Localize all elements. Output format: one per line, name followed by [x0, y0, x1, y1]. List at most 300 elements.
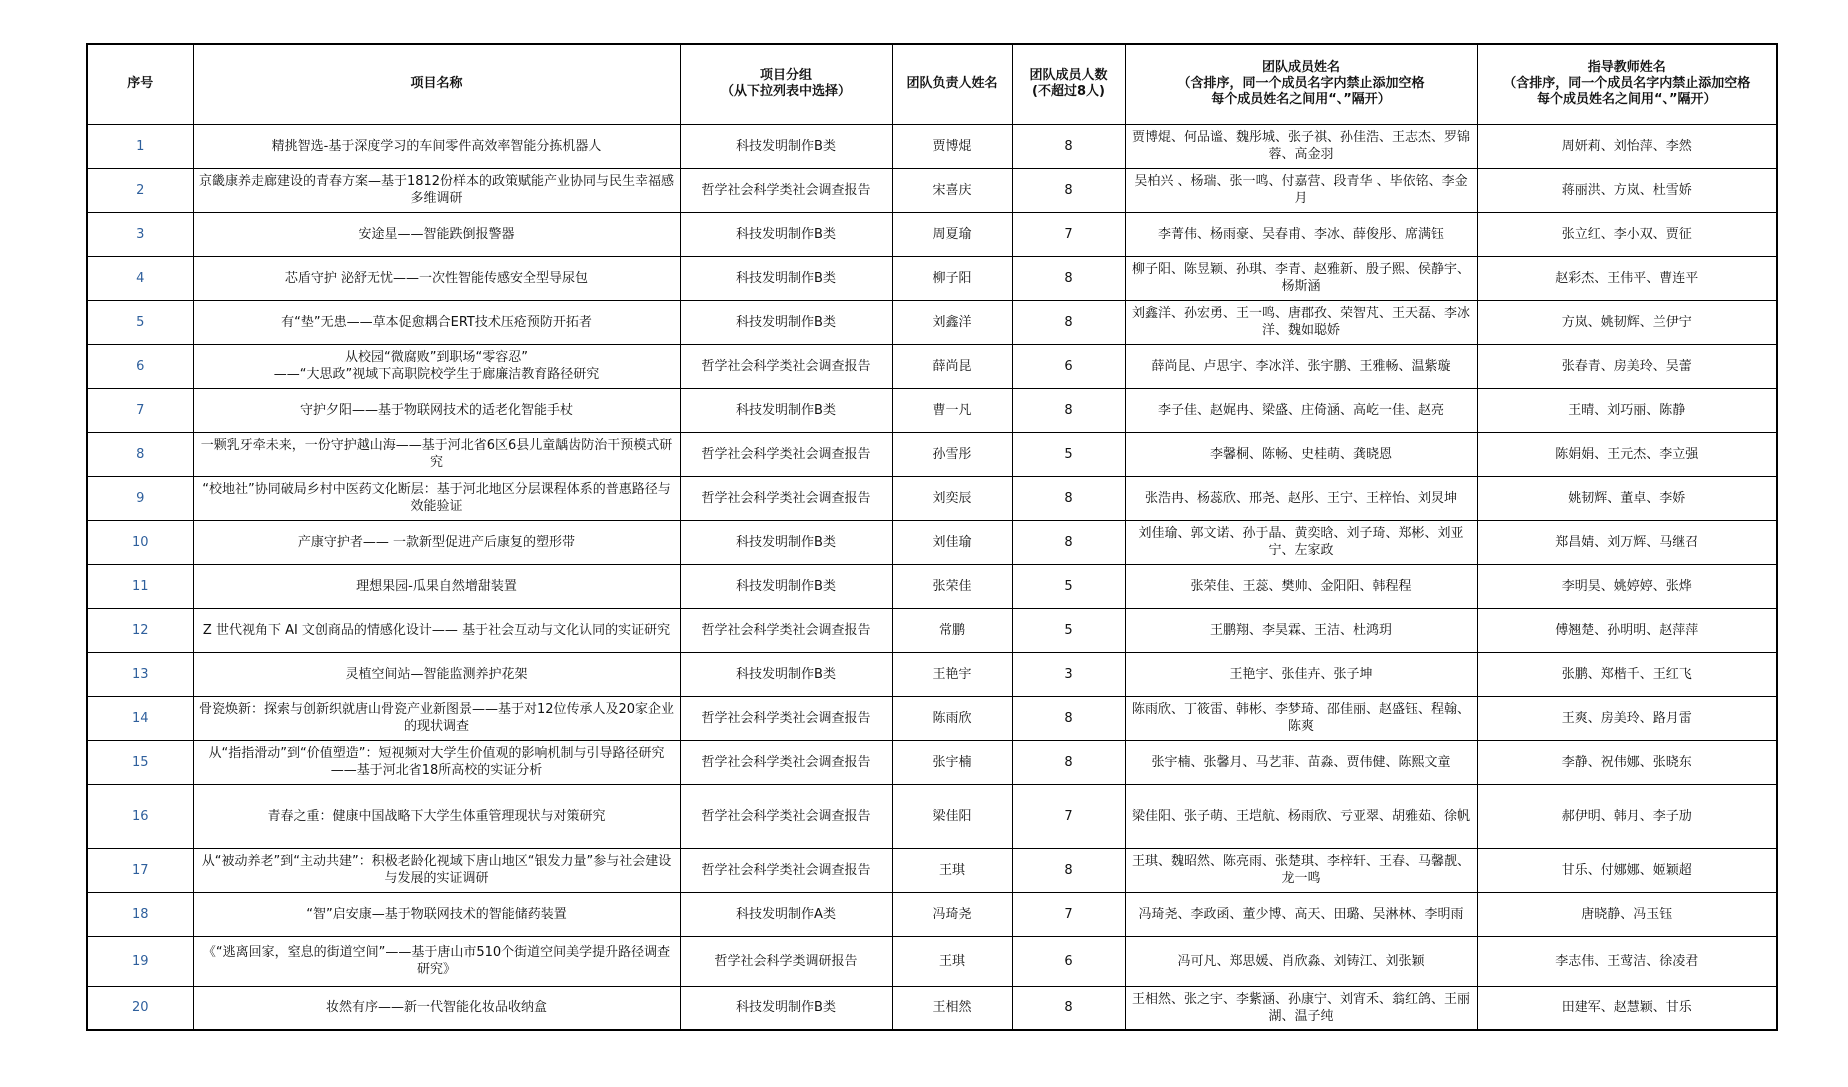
cell-teachers-text: 方岚、姚韧辉、兰伊宁	[1561, 314, 1692, 330]
table-row	[87, 168, 1777, 212]
cell-project-group-text: 科技发明制作B类	[736, 1000, 836, 1016]
cell-member-count	[1012, 124, 1125, 168]
cell-leader	[892, 608, 1012, 652]
cell-teachers-text: 李志伟、王莺洁、徐凌君	[1555, 953, 1699, 969]
cell-project-name	[193, 784, 680, 848]
table-row	[87, 608, 1777, 652]
cell-project-name-text: “校地社”协同破局乡村中医药文化断层：基于河北地区分层课程体系的普惠路径与效能验证	[202, 482, 671, 514]
cell-project-name	[193, 476, 680, 520]
cell-project-group-text: 哲学社会科学类社会调查报告	[701, 446, 871, 462]
cell-members	[1125, 892, 1477, 936]
cell-leader	[892, 476, 1012, 520]
cell-seq	[87, 388, 193, 432]
cell-teachers	[1477, 784, 1777, 848]
cell-seq-text: 15	[131, 754, 149, 770]
cell-teachers	[1477, 344, 1777, 388]
cell-project-group-text: 科技发明制作B类	[736, 534, 836, 550]
cell-seq	[87, 432, 193, 476]
cell-member-count	[1012, 892, 1125, 936]
cell-members	[1125, 608, 1477, 652]
table-row	[87, 652, 1777, 696]
cell-leader-text: 梁佳阳	[932, 808, 972, 824]
cell-member-count	[1012, 432, 1125, 476]
cell-project-group	[680, 696, 892, 740]
cell-teachers-text: 李明昊、姚婷婷、张烨	[1561, 578, 1692, 594]
cell-project-group	[680, 256, 892, 300]
cell-members-text: 李菁伟、杨雨豪、吴春甫、李冰、薛俊彤、席满钰	[1157, 226, 1444, 242]
cell-member-count	[1012, 696, 1125, 740]
cell-project-group-text: 哲学社会科学类社会调查报告	[701, 808, 871, 824]
cell-members-text: 梁佳阳、张子萌、王垲航、杨雨欣、亏亚翠、胡雅茹、徐帆	[1131, 808, 1470, 824]
cell-project-group-text: 科技发明制作A类	[736, 906, 836, 922]
cell-teachers	[1477, 168, 1777, 212]
cell-member-count-text: 3	[1064, 666, 1073, 682]
cell-project-name-text: 从“指指滑动”到“价值塑造”：短视频对大学生价值观的影响机制与引导路径研究——基于河北省18所高校的实证分析	[208, 746, 665, 778]
cell-seq	[87, 608, 193, 652]
cell-members	[1125, 212, 1477, 256]
cell-seq	[87, 344, 193, 388]
cell-teachers	[1477, 300, 1777, 344]
cell-project-name-text: Z 世代视角下 AI 文创商品的情感化设计—— 基于社会互动与文化认同的实证研究	[202, 622, 671, 638]
cell-members	[1125, 986, 1477, 1030]
cell-teachers-text: 唐晓静、冯玉钰	[1581, 906, 1673, 922]
cell-member-count	[1012, 564, 1125, 608]
cell-project-group	[680, 892, 892, 936]
table-body	[87, 124, 1777, 1030]
cell-project-group-text: 科技发明制作B类	[736, 226, 836, 242]
cell-project-group	[680, 740, 892, 784]
cell-project-group-text: 哲学社会科学类社会调查报告	[701, 754, 871, 770]
cell-project-name	[193, 388, 680, 432]
cell-leader	[892, 300, 1012, 344]
cell-members-text: 薛尚昆、卢思宇、李冰洋、张宇鹏、王雅畅、温紫璇	[1151, 358, 1451, 374]
cell-project-group	[680, 936, 892, 986]
table-row	[87, 300, 1777, 344]
cell-project-group	[680, 986, 892, 1030]
cell-member-count	[1012, 520, 1125, 564]
cell-project-name	[193, 300, 680, 344]
cell-teachers	[1477, 936, 1777, 986]
cell-seq-text: 18	[131, 906, 149, 922]
cell-seq-text: 5	[136, 314, 145, 330]
cell-project-name	[193, 344, 680, 388]
cell-leader-text: 薛尚昆	[932, 358, 972, 374]
cell-members	[1125, 256, 1477, 300]
cell-seq-text: 3	[136, 226, 145, 242]
cell-seq-text: 16	[131, 808, 149, 824]
cell-members-text: 柳子阳、陈昱颖、孙琪、李青、赵雅新、殷子熙、侯静宇、杨斯涵	[1131, 262, 1470, 294]
cell-teachers	[1477, 124, 1777, 168]
table-row	[87, 696, 1777, 740]
cell-leader	[892, 124, 1012, 168]
cell-project-name	[193, 848, 680, 892]
cell-member-count-text: 5	[1064, 446, 1073, 462]
cell-member-count	[1012, 212, 1125, 256]
cell-seq-text: 12	[131, 622, 149, 638]
cell-member-count	[1012, 784, 1125, 848]
cell-member-count-text: 8	[1064, 862, 1073, 878]
cell-member-count	[1012, 256, 1125, 300]
cell-teachers-text: 张春青、房美玲、吴蕾	[1561, 358, 1692, 374]
cell-members	[1125, 652, 1477, 696]
cell-teachers-text: 赵彩杰、王伟平、曹连平	[1555, 270, 1699, 286]
table-row	[87, 256, 1777, 300]
cell-member-count-text: 8	[1064, 1000, 1073, 1016]
cell-project-name-text: 芯盾守护 泌舒无忧——一次性智能传感安全型导尿包	[284, 270, 589, 286]
cell-project-name	[193, 256, 680, 300]
cell-project-name	[193, 986, 680, 1030]
cell-seq	[87, 740, 193, 784]
table-row	[87, 520, 1777, 564]
cell-leader-text: 宋喜庆	[932, 182, 972, 198]
cell-member-count-text: 8	[1064, 490, 1073, 506]
cell-teachers-text: 王晴、刘巧丽、陈静	[1568, 402, 1686, 418]
cell-member-count-text: 8	[1064, 270, 1073, 286]
cell-member-count-text: 8	[1064, 534, 1073, 550]
table-row	[87, 986, 1777, 1030]
cell-seq	[87, 652, 193, 696]
cell-members	[1125, 388, 1477, 432]
cell-member-count	[1012, 168, 1125, 212]
project-table	[86, 43, 1778, 1031]
cell-project-group-text: 科技发明制作B类	[736, 314, 836, 330]
cell-leader-text: 王琪	[938, 953, 965, 969]
cell-teachers	[1477, 608, 1777, 652]
cell-leader	[892, 520, 1012, 564]
cell-project-name-text: 青春之重：健康中国战略下大学生体重管理现状与对策研究	[267, 808, 606, 824]
cell-seq	[87, 892, 193, 936]
cell-teachers	[1477, 476, 1777, 520]
cell-project-name-text: 从校园“微腐败”到职场“零容忍” ——“大思政”视域下高职院校学生于廊廉洁教育路径研究	[273, 350, 600, 382]
cell-seq-text: 1	[136, 138, 145, 154]
header-teachers: 指导教师姓名 （含排序，同一个成员名字内禁止添加空格 每个成员姓名之间用“、”隔开）	[1477, 44, 1777, 124]
cell-member-count-text: 8	[1064, 182, 1073, 198]
cell-teachers-text: 王爽、房美玲、路月雷	[1561, 710, 1692, 726]
cell-members-text: 李子佳、赵娓冉、梁盛、庄倚涵、高屹一佳、赵亮	[1157, 402, 1444, 418]
cell-teachers-text: 陈娟娟、王元杰、李立强	[1555, 446, 1699, 462]
cell-teachers-text: 郝伊明、韩月、李子劢	[1561, 808, 1692, 824]
cell-project-group-text: 哲学社会科学类社会调查报告	[701, 710, 871, 726]
cell-members	[1125, 476, 1477, 520]
cell-project-group	[680, 300, 892, 344]
cell-member-count	[1012, 300, 1125, 344]
cell-teachers	[1477, 520, 1777, 564]
cell-members-text: 刘佳瑜、郭文诺、孙于晶、黄奕晗、刘子琦、郑彬、刘亚宁、左家政	[1138, 526, 1464, 558]
cell-members	[1125, 936, 1477, 986]
cell-member-count	[1012, 608, 1125, 652]
cell-project-group-text: 哲学社会科学类社会调查报告	[701, 490, 871, 506]
cell-seq	[87, 696, 193, 740]
cell-teachers-text: 甘乐、付娜娜、姬颖超	[1561, 862, 1692, 878]
cell-member-count-text: 7	[1064, 226, 1073, 242]
cell-leader-text: 张宇楠	[932, 754, 972, 770]
cell-leader-text: 柳子阳	[932, 270, 972, 286]
cell-members-text: 贾博焜、何品谧、魏彤城、张子祺、孙佳浩、王志杰、罗锦蓉、高金羽	[1131, 130, 1470, 162]
cell-seq-text: 20	[131, 1000, 149, 1016]
cell-project-name	[193, 124, 680, 168]
cell-seq	[87, 986, 193, 1030]
cell-members-text: 张浩冉、杨蕊欣、邢尧、赵彤、王宁、王梓怡、刘炅坤	[1144, 490, 1457, 506]
cell-seq	[87, 256, 193, 300]
cell-member-count	[1012, 476, 1125, 520]
cell-members	[1125, 124, 1477, 168]
cell-teachers	[1477, 696, 1777, 740]
cell-seq-text: 4	[136, 270, 145, 286]
cell-project-name-text: 《“逃离回家，窒息的街道空间”——基于唐山市510个街道空间美学提升路径调查研究》	[202, 945, 671, 977]
cell-member-count	[1012, 848, 1125, 892]
cell-leader-text: 刘奕辰	[932, 490, 972, 506]
cell-leader	[892, 696, 1012, 740]
cell-leader	[892, 936, 1012, 986]
cell-members	[1125, 520, 1477, 564]
cell-leader	[892, 652, 1012, 696]
cell-members-text: 陈雨欣、丁筱雷、韩彬、李梦琦、邵佳丽、赵盛钰、程翰、陈爽	[1131, 702, 1470, 734]
cell-project-group	[680, 344, 892, 388]
cell-member-count-text: 8	[1064, 710, 1073, 726]
cell-seq	[87, 300, 193, 344]
header-project-group: 项目分组 （从下拉列表中选择）	[680, 44, 892, 124]
cell-members	[1125, 300, 1477, 344]
cell-seq-text: 2	[136, 182, 145, 198]
cell-project-name-text: 守护夕阳——基于物联网技术的适老化智能手杖	[299, 402, 573, 418]
cell-seq	[87, 848, 193, 892]
table-row	[87, 740, 1777, 784]
cell-project-name-text: 一颗乳牙牵未来，一份守护越山海——基于河北省6区6县儿童龋齿防治干预模式研究	[200, 438, 673, 470]
cell-leader-text: 刘鑫洋	[932, 314, 972, 330]
cell-project-group-text: 科技发明制作B类	[736, 666, 836, 682]
table-row	[87, 848, 1777, 892]
cell-members-text: 冯可凡、郑思媛、肖欣淼、刘铸江、刘张颖	[1177, 953, 1425, 969]
cell-seq-text: 14	[131, 710, 149, 726]
header-leader: 团队负责人姓名	[892, 44, 1012, 124]
cell-seq-text: 11	[131, 578, 149, 594]
cell-teachers	[1477, 986, 1777, 1030]
cell-members	[1125, 344, 1477, 388]
cell-leader	[892, 212, 1012, 256]
table-row	[87, 124, 1777, 168]
cell-member-count	[1012, 740, 1125, 784]
table-row	[87, 476, 1777, 520]
table-row	[87, 212, 1777, 256]
cell-teachers-text: 傅翘楚、孙明明、赵萍萍	[1555, 622, 1699, 638]
cell-leader-text: 曹一凡	[932, 402, 972, 418]
header-seq: 序号	[87, 44, 193, 124]
table-row	[87, 344, 1777, 388]
cell-member-count	[1012, 936, 1125, 986]
cell-members	[1125, 740, 1477, 784]
cell-members-text: 王艳宇、张佳卉、张子坤	[1229, 666, 1373, 682]
cell-leader-text: 贾博焜	[932, 138, 972, 154]
cell-member-count-text: 7	[1064, 906, 1073, 922]
cell-members-text: 张荣佳、王蕊、樊帅、金阳阳、韩程程	[1190, 578, 1412, 594]
cell-member-count-text: 7	[1064, 808, 1073, 824]
cell-seq-text: 17	[131, 862, 149, 878]
cell-project-group	[680, 476, 892, 520]
cell-project-group	[680, 168, 892, 212]
cell-members	[1125, 564, 1477, 608]
cell-member-count	[1012, 388, 1125, 432]
cell-project-name-text: 妆然有序——新一代智能化妆品收纳盒	[325, 1000, 547, 1016]
cell-teachers	[1477, 212, 1777, 256]
cell-teachers	[1477, 848, 1777, 892]
cell-project-name	[193, 432, 680, 476]
cell-member-count-text: 8	[1064, 402, 1073, 418]
cell-member-count-text: 6	[1064, 358, 1073, 374]
cell-project-group-text: 哲学社会科学类社会调查报告	[701, 862, 871, 878]
table-row	[87, 388, 1777, 432]
table-row	[87, 936, 1777, 986]
cell-leader	[892, 256, 1012, 300]
cell-project-group	[680, 784, 892, 848]
cell-project-name-text: 灵植空间站—智能监测养护花架	[345, 666, 528, 682]
cell-seq	[87, 212, 193, 256]
cell-leader	[892, 848, 1012, 892]
cell-members-text: 李馨桐、陈畅、史桂萌、龚晓恩	[1209, 446, 1392, 462]
cell-members-text: 王相然、张之宇、李紫涵、孙康宁、刘宵禾、翁红鸽、王丽湖、温子纯	[1131, 991, 1470, 1024]
cell-project-name	[193, 564, 680, 608]
table-row	[87, 432, 1777, 476]
cell-member-count-text: 5	[1064, 622, 1073, 638]
cell-teachers	[1477, 740, 1777, 784]
cell-leader	[892, 784, 1012, 848]
cell-project-group-text: 哲学社会科学类调研报告	[714, 953, 858, 969]
cell-seq	[87, 784, 193, 848]
cell-teachers	[1477, 256, 1777, 300]
cell-project-group	[680, 432, 892, 476]
cell-project-name-text: 产康守护者—— 一款新型促进产后康复的塑形带	[297, 534, 576, 550]
cell-member-count	[1012, 344, 1125, 388]
cell-project-group-text: 哲学社会科学类社会调查报告	[701, 622, 871, 638]
cell-seq-text: 19	[131, 953, 149, 969]
cell-teachers-text: 张立红、李小双、贾征	[1561, 226, 1692, 242]
cell-teachers	[1477, 432, 1777, 476]
cell-project-group	[680, 652, 892, 696]
cell-project-name	[193, 696, 680, 740]
cell-members-text: 张宇楠、张馨月、马艺菲、苗淼、贾伟健、陈熙文童	[1151, 754, 1451, 770]
cell-project-group	[680, 388, 892, 432]
cell-seq	[87, 936, 193, 986]
cell-project-group-text: 哲学社会科学类社会调查报告	[701, 182, 871, 198]
cell-leader-text: 常鹏	[938, 622, 965, 638]
cell-project-group-text: 科技发明制作B类	[736, 578, 836, 594]
cell-leader	[892, 168, 1012, 212]
header-members: 团队成员姓名 （含排序，同一个成员名字内禁止添加空格 每个成员姓名之间用“、”隔开）	[1125, 44, 1477, 124]
table-row	[87, 784, 1777, 848]
cell-seq	[87, 520, 193, 564]
cell-project-name-text: 有“垫”无患——草本促愈耦合ERT技术压疮预防开拓者	[281, 314, 592, 330]
cell-leader-text: 刘佳瑜	[932, 534, 972, 550]
cell-project-group	[680, 564, 892, 608]
cell-leader	[892, 740, 1012, 784]
cell-project-name-text: 安途星——智能跌倒报警器	[358, 226, 515, 242]
cell-members	[1125, 848, 1477, 892]
cell-project-group-text: 科技发明制作B类	[736, 270, 836, 286]
cell-leader-text: 冯琦尧	[932, 906, 972, 922]
cell-teachers-text: 张鹏、郑楷千、王红飞	[1561, 666, 1692, 682]
cell-member-count-text: 8	[1064, 138, 1073, 154]
cell-member-count-text: 6	[1064, 953, 1073, 969]
cell-teachers	[1477, 388, 1777, 432]
cell-project-name-text: 从“被动养老”到“主动共建”：积极老龄化视域下唐山地区“银发力量”参与社会建设与发展的实证调研	[201, 854, 672, 886]
cell-seq	[87, 168, 193, 212]
cell-seq-text: 7	[136, 402, 145, 418]
cell-member-count	[1012, 986, 1125, 1030]
cell-member-count-text: 8	[1064, 754, 1073, 770]
cell-project-name-text: 骨瓷焕新：探索与创新织就唐山骨瓷产业新图景——基于对12位传承人及20家企业的现状调查	[198, 702, 675, 734]
cell-teachers-text: 姚韧辉、董卓、李娇	[1568, 490, 1686, 506]
cell-project-name	[193, 168, 680, 212]
cell-project-name	[193, 652, 680, 696]
cell-project-name	[193, 608, 680, 652]
table-row	[87, 564, 1777, 608]
cell-member-count-text: 8	[1064, 314, 1073, 330]
cell-leader	[892, 344, 1012, 388]
cell-project-name	[193, 936, 680, 986]
cell-leader	[892, 388, 1012, 432]
cell-seq	[87, 564, 193, 608]
cell-teachers	[1477, 652, 1777, 696]
cell-leader-text: 张荣佳	[932, 578, 972, 594]
cell-teachers-text: 蒋丽洪、方岚、杜雪娇	[1561, 182, 1692, 198]
cell-project-name	[193, 212, 680, 256]
cell-project-group-text: 哲学社会科学类社会调查报告	[701, 358, 871, 374]
cell-project-group	[680, 124, 892, 168]
cell-members-text: 王琪、魏昭然、陈亮雨、张楚琪、李梓轩、王春、马馨靓、龙一鸣	[1131, 854, 1470, 886]
cell-leader-text: 陈雨欣	[932, 710, 972, 726]
cell-seq-text: 13	[131, 666, 149, 682]
cell-leader-text: 王艳宇	[932, 666, 972, 682]
cell-project-name-text: 理想果园-瓜果自然增甜装置	[356, 578, 517, 594]
cell-seq-text: 9	[136, 490, 145, 506]
header-member-count: 团队成员人数 (不超过8人)	[1012, 44, 1125, 124]
cell-project-group-text: 科技发明制作B类	[736, 138, 836, 154]
cell-project-group	[680, 608, 892, 652]
cell-members-text: 吴柏兴 、杨瑞、张一鸣、付嘉营、段青华 、毕依铭、李金月	[1134, 174, 1468, 206]
cell-teachers-text: 田建军、赵慧颖、甘乐	[1561, 1000, 1692, 1016]
cell-leader	[892, 564, 1012, 608]
cell-seq-text: 8	[136, 446, 145, 462]
cell-members	[1125, 168, 1477, 212]
cell-leader-text: 王相然	[932, 1000, 972, 1016]
cell-project-name	[193, 740, 680, 784]
cell-project-group	[680, 212, 892, 256]
cell-project-group-text: 科技发明制作B类	[736, 402, 836, 418]
cell-members-text: 冯琦尧、李政函、董少博、高天、田璐、吴淋林、李明雨	[1138, 906, 1464, 922]
header-row	[87, 44, 1777, 124]
cell-teachers-text: 李静、祝伟娜、张晓东	[1561, 754, 1692, 770]
cell-member-count	[1012, 652, 1125, 696]
cell-project-name-text: 京畿康养走廊建设的青春方案—基于1812份样本的政策赋能产业协同与民生幸福感多维调研	[198, 174, 675, 206]
cell-project-group	[680, 848, 892, 892]
cell-leader	[892, 432, 1012, 476]
cell-member-count-text: 5	[1064, 578, 1073, 594]
cell-teachers-text: 周妍莉、刘怡萍、李然	[1561, 138, 1692, 154]
cell-leader-text: 孙雪彤	[932, 446, 972, 462]
cell-leader	[892, 892, 1012, 936]
cell-members	[1125, 696, 1477, 740]
cell-project-name-text: 精挑智选-基于深度学习的车间零件高效率智能分拣机器人	[271, 138, 602, 154]
cell-seq	[87, 124, 193, 168]
cell-teachers-text: 郑昌婧、刘万辉、马继召	[1555, 534, 1699, 550]
cell-project-group	[680, 520, 892, 564]
cell-members-text: 刘鑫洋、孙宏勇、王一鸣、唐郡孜、荣智芃、王天磊、李冰洋、魏如聪娇	[1131, 306, 1470, 338]
table-row	[87, 892, 1777, 936]
cell-leader-text: 周夏瑜	[932, 226, 972, 242]
cell-seq-text: 10	[131, 534, 149, 550]
cell-members-text: 王鹏翔、李昊霖、王洁、杜鸿玥	[1209, 622, 1392, 638]
header-project-name: 项目名称	[193, 44, 680, 124]
cell-teachers	[1477, 892, 1777, 936]
